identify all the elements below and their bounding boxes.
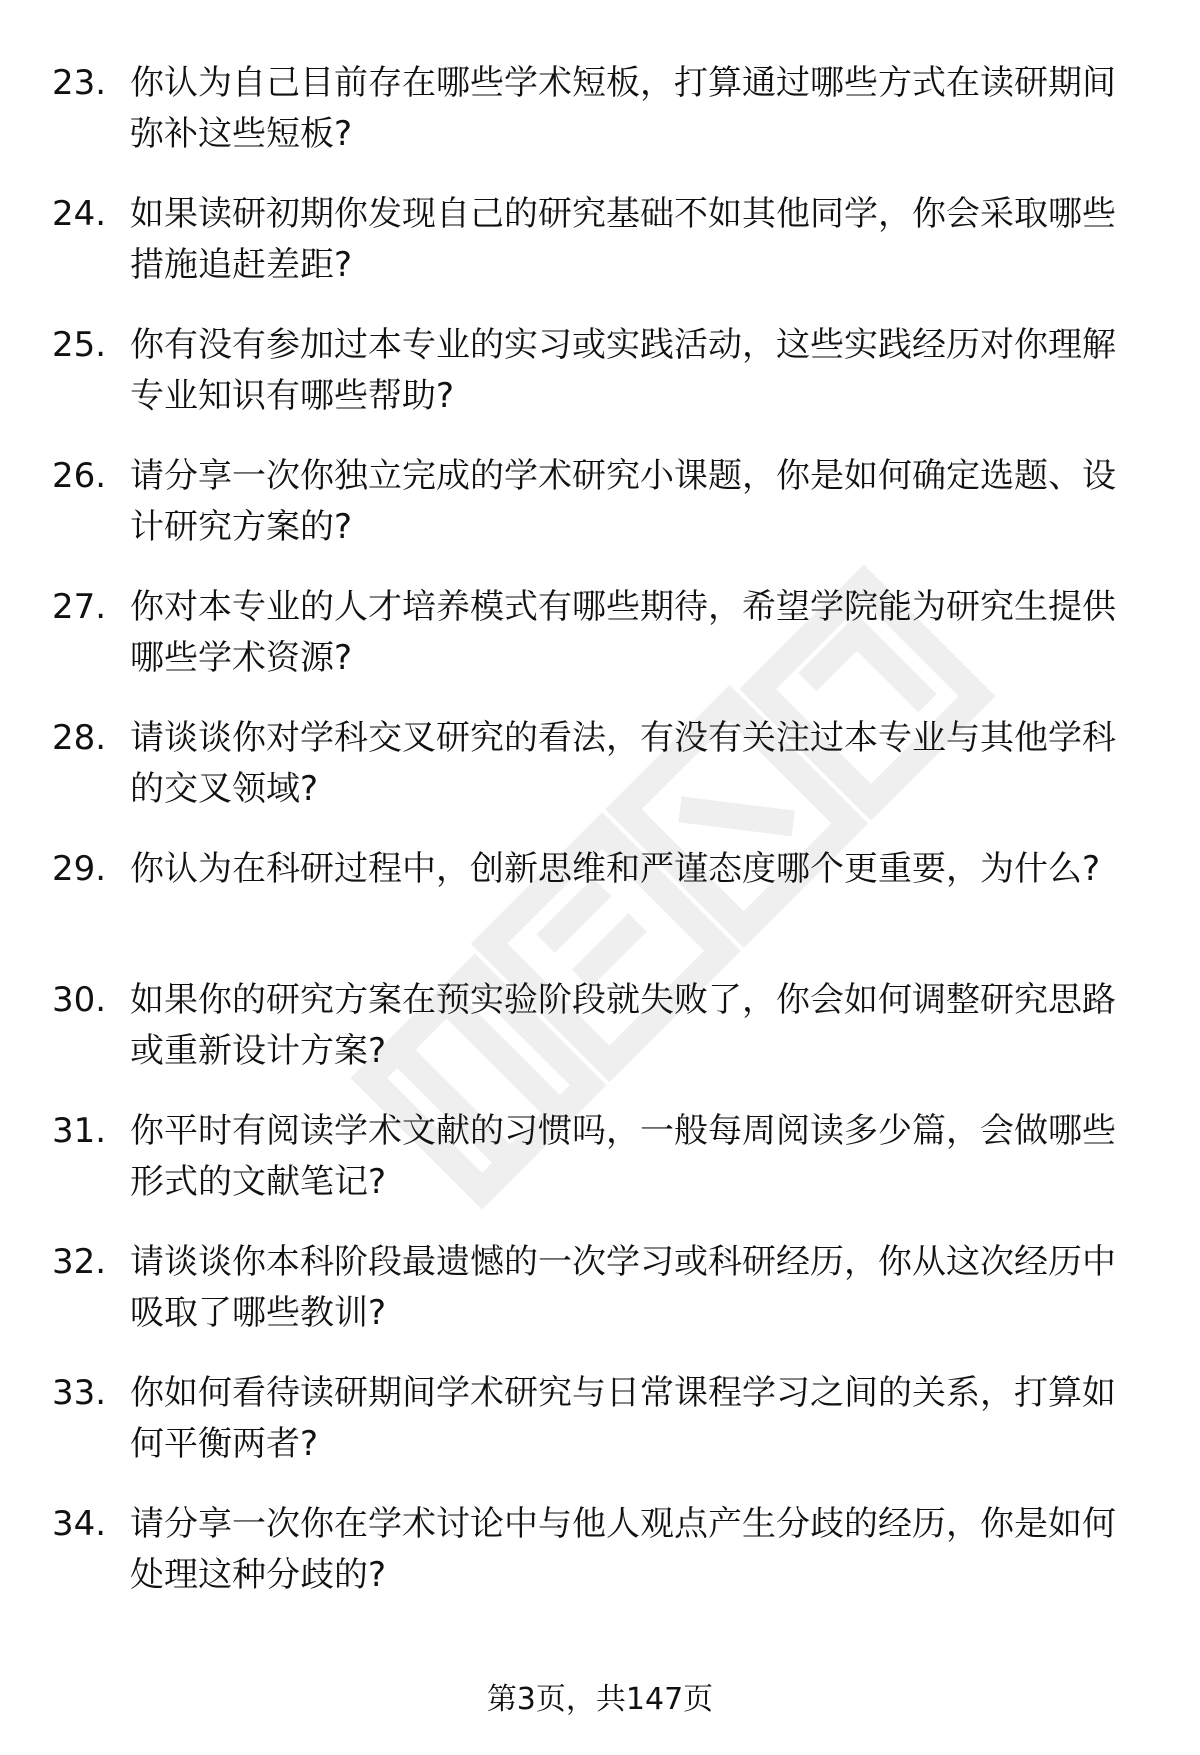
question-item [52, 320, 1152, 451]
question-number: 26. [52, 456, 107, 496]
question-text: 你对本专业的人才培养模式有哪些期待，希望学院能为研究生提供哪些学术资源? [130, 587, 1116, 678]
question-number: 32. [52, 1242, 107, 1282]
question-text: 请分享一次你在学术讨论中与他人观点产生分歧的经历，你是如何处理这种分歧的? [130, 1504, 1116, 1595]
question-item [52, 1499, 1152, 1630]
question-item [52, 713, 1152, 844]
question-text: 如果读研初期你发现自己的研究基础不如其他同学，你会采取哪些措施追赶差距? [130, 194, 1116, 285]
question-number: 27. [52, 587, 107, 627]
question-text: 你认为自己目前存在哪些学术短板，打算通过哪些方式在读研期间弥补这些短板? [130, 63, 1116, 154]
question-number: 31. [52, 1111, 107, 1151]
question-list [52, 58, 1152, 1630]
question-item [52, 189, 1152, 320]
question-text: 请谈谈你对学科交叉研究的看法，有没有关注过本专业与其他学科的交叉领域? [130, 718, 1116, 809]
question-number: 29. [52, 849, 107, 889]
question-item [52, 582, 1152, 713]
question-number: 24. [52, 194, 107, 234]
question-text: 你平时有阅读学术文献的习惯吗，一般每周阅读多少篇，会做哪些形式的文献笔记? [130, 1111, 1116, 1202]
question-text: 请谈谈你本科阶段最遗憾的一次学习或科研经历，你从这次经历中吸取了哪些教训? [130, 1242, 1116, 1333]
question-item [52, 1237, 1152, 1368]
question-number: 28. [52, 718, 107, 758]
question-item [52, 451, 1152, 582]
question-number: 25. [52, 325, 107, 365]
question-item [52, 58, 1152, 189]
question-text: 请分享一次你独立完成的学术研究小课题，你是如何确定选题、设计研究方案的? [130, 456, 1116, 547]
question-number: 23. [52, 63, 107, 103]
question-text: 如果你的研究方案在预实验阶段就失败了，你会如何调整研究思路或重新设计方案? [130, 980, 1116, 1071]
question-item [52, 1368, 1152, 1499]
question-item [52, 844, 1152, 975]
question-text: 你认为在科研过程中，创新思维和严谨态度哪个更重要，为什么? [130, 849, 1101, 889]
question-text: 你如何看待读研期间学术研究与日常课程学习之间的关系，打算如何平衡两者? [130, 1373, 1116, 1464]
question-text: 你有没有参加过本专业的实习或实践活动，这些实践经历对你理解专业知识有哪些帮助? [130, 325, 1116, 416]
question-number: 30. [52, 980, 107, 1020]
question-item [52, 1106, 1152, 1237]
question-item [52, 975, 1152, 1106]
page-footer: 第3页，共147页 [486, 1682, 714, 1717]
question-number: 33. [52, 1373, 107, 1413]
question-number: 34. [52, 1504, 107, 1544]
